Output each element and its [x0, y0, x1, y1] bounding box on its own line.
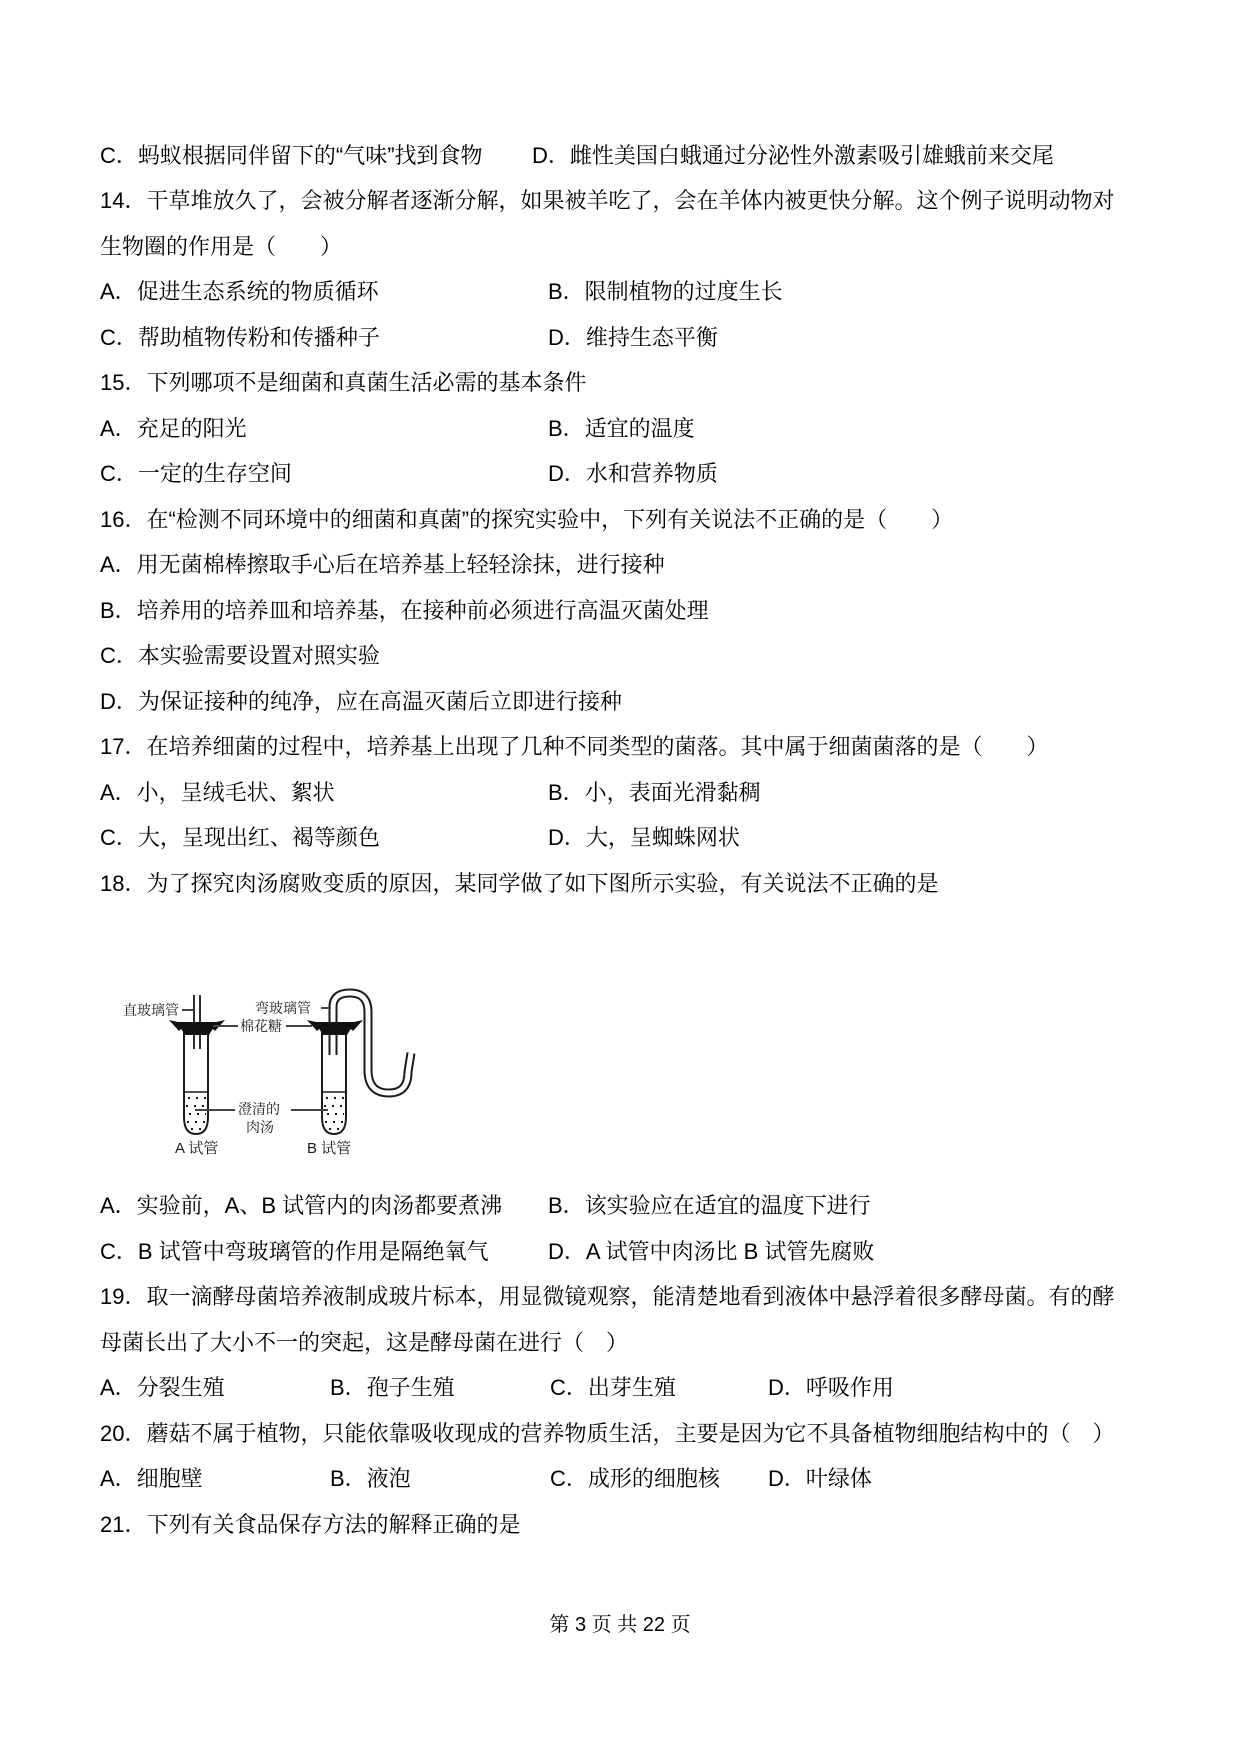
question-13-options-cd: [100, 133, 1146, 179]
option-14-d: D．维持生态平衡: [548, 324, 718, 350]
question-18-stem: [100, 861, 1146, 907]
option-17-a: A．小，呈绒毛状、絮状: [100, 779, 335, 805]
bent-glass-tube: [333, 993, 411, 1093]
question-16-option-b: [100, 588, 1146, 634]
option-19-d: D．呼吸作用: [768, 1375, 894, 1401]
option-18-a: A．实验前，A、B 试管内的肉汤都要煮沸: [100, 1193, 503, 1219]
option-19-c: C．出芽生殖: [550, 1375, 676, 1401]
question-16-option-a: [100, 543, 1146, 589]
question-20-stem: [100, 1411, 1146, 1457]
option-15-a: A．充足的阳光: [100, 415, 247, 441]
figure-label-broth-line1: 澄清的: [238, 1100, 280, 1117]
option-15-d: D．水和营养物质: [548, 461, 718, 487]
question-15-options-cd: [100, 452, 1146, 498]
question-18-options-ab: [100, 1184, 1146, 1230]
question-17-stem: [100, 725, 1146, 771]
option-16-d: D．为保证接种的纯净，应在高温灭菌后立即进行接种: [100, 688, 622, 714]
option-16-b: B．培养用的培养皿和培养基，在接种前必须进行高温灭菌处理: [100, 597, 709, 623]
question-19-text: 19．取一滴酵母菌培养液制成玻片标本，用显微镜观察，能清楚地看到液体中悬浮着很多酵母菌。有的酵: [100, 1284, 1115, 1310]
question-16-option-d: [100, 679, 1146, 725]
question-18-options-cd: [100, 1229, 1146, 1275]
question-20-options: [100, 1457, 1146, 1503]
figure-label-broth-line2: 肉汤: [246, 1118, 274, 1135]
option-13-d: D．雌性美国白蛾通过分泌性外激素吸引雄蛾前来交尾: [532, 142, 1054, 168]
option-14-b: B．限制植物的过度生长: [548, 279, 783, 305]
figure-label-cotton-plug: 棉花糖: [240, 1017, 282, 1034]
option-16-a: A．用无菌棉棒擦取手心后在培养基上轻轻涂抹，进行接种: [100, 552, 665, 578]
option-16-c: C．本实验需要设置对照实验: [100, 643, 380, 669]
figure-label-tube-a: A 试管: [175, 1139, 219, 1157]
question-17-options-ab: [100, 770, 1146, 816]
option-17-d: D．大，呈蜘蛛网状: [548, 825, 740, 851]
option-18-d: D．A 试管中肉汤比 B 试管先腐败: [548, 1238, 875, 1264]
question-21-stem: [100, 1502, 1146, 1548]
question-17-text: 17．在培养细菌的过程中，培养基上出现了几种不同类型的菌落。其中属于细菌菌落的是（ ）: [100, 734, 1049, 760]
question-18-text: 18．为了探究肉汤腐败变质的原因，某同学做了如下图所示实验，有关说法不正确的是: [100, 870, 939, 896]
question-14-options-ab: [100, 270, 1146, 316]
option-20-b: B．液泡: [330, 1466, 411, 1492]
figure-label-straight-tube: 直玻璃管: [123, 1001, 179, 1018]
question-16-option-c: [100, 634, 1146, 680]
cotton-plug-b: [307, 1020, 363, 1035]
broth-dots-b: [324, 1098, 345, 1129]
question-19-stem-line1: [100, 1275, 1146, 1321]
option-17-c: C．大，呈现出红、褐等颜色: [100, 825, 380, 851]
question-16-text: 16．在“检测不同环境中的细菌和真菌”的探究实验中，下列有关说法不正确的是（ ）: [100, 506, 954, 532]
question-14-stem-line2: [100, 224, 1146, 270]
experiment-figure: [95, 937, 1146, 1162]
option-14-a: A．促进生态系统的物质循环: [100, 279, 379, 305]
question-21-text: 21．下列有关食品保存方法的解释正确的是: [100, 1511, 521, 1537]
question-15-text: 15．下列哪项不是细菌和真菌生活必需的基本条件: [100, 370, 587, 396]
question-14-text: 14．干草堆放久了，会被分解者逐渐分解，如果被羊吃了，会在羊体内被更快分解。这个例子说明动物对: [100, 188, 1115, 214]
page-number: 第 3 页 共 22 页: [549, 1614, 691, 1636]
option-18-b: B．该实验应在适宜的温度下进行: [548, 1193, 871, 1219]
question-19-options: [100, 1366, 1146, 1412]
figure-label-tube-b: B 试管: [307, 1139, 352, 1157]
cotton-plug-a: [169, 1020, 225, 1035]
question-19-text-cont: 母菌长出了大小不一的突起，这是酵母菌在进行（ ）: [100, 1329, 629, 1355]
test-tube-a-outline: [184, 1023, 208, 1134]
option-17-b: B．小，表面光滑黏稠: [548, 779, 761, 805]
question-20-text: 20．蘑菇不属于植物，只能依靠吸收现成的营养物质生活，主要是因为它不具备植物细胞结构中的（ ）: [100, 1420, 1115, 1446]
option-19-a: A．分裂生殖: [100, 1375, 225, 1401]
option-20-d: D．叶绿体: [768, 1466, 872, 1492]
question-15-options-ab: [100, 406, 1146, 452]
question-14-text-cont: 生物圈的作用是（ ）: [100, 233, 343, 259]
question-15-stem: [100, 361, 1146, 407]
option-19-b: B．孢子生殖: [330, 1375, 455, 1401]
broth-dots-a: [186, 1098, 207, 1129]
option-15-b: B．适宜的温度: [548, 415, 695, 441]
question-14-options-cd: [100, 315, 1146, 361]
question-16-stem: [100, 497, 1146, 543]
question-14-stem-line1: [100, 179, 1146, 225]
figure-label-bent-tube: 弯玻璃管: [255, 999, 311, 1016]
option-20-a: A．细胞壁: [100, 1466, 203, 1492]
option-13-c: C．蚂蚁根据同伴留下的“气味”找到食物: [100, 142, 483, 168]
option-15-c: C．一定的生存空间: [100, 461, 292, 487]
option-14-c: C．帮助植物传粉和传播种子: [100, 324, 380, 350]
question-17-options-cd: [100, 816, 1146, 862]
question-19-stem-line2: [100, 1320, 1146, 1366]
option-18-c: C．B 试管中弯玻璃管的作用是隔绝氧气: [100, 1238, 489, 1264]
option-20-c: C．成形的细胞核: [550, 1466, 720, 1492]
exam-content: [100, 133, 1146, 1548]
